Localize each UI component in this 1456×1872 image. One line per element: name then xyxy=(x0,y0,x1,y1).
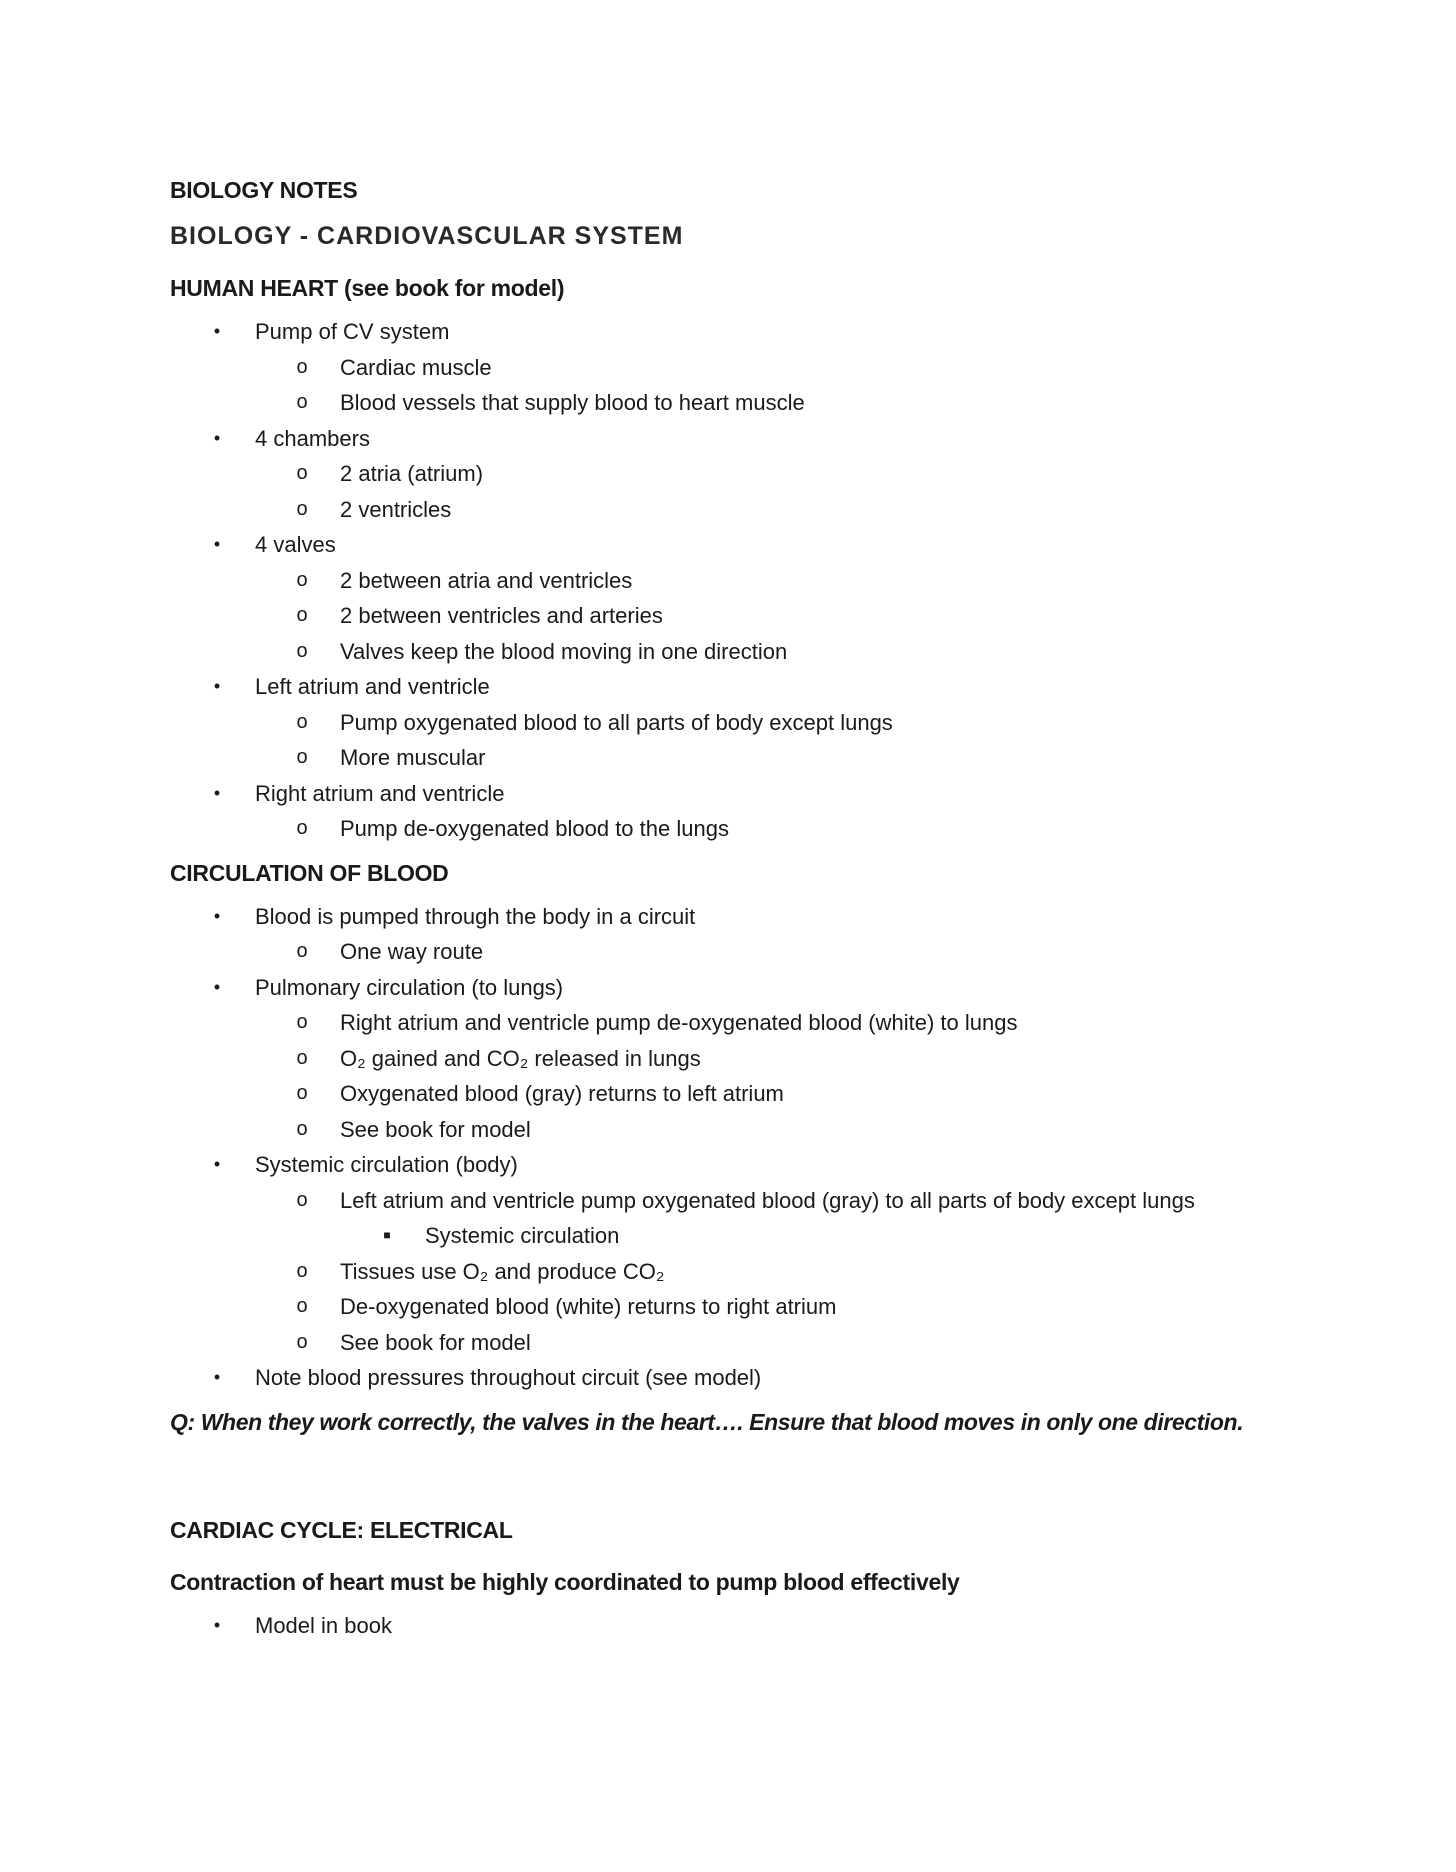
list-item-text: 4 valves xyxy=(255,532,336,557)
list-item-text: 2 ventricles xyxy=(340,496,452,522)
list-item-text: Pump oxygenated blood to all parts of body except lungs xyxy=(340,709,893,735)
list-item-text: Left atrium and ventricle xyxy=(255,674,490,699)
list-item xyxy=(170,598,1310,634)
list-item-text: Systemic circulation (body) xyxy=(255,1152,518,1177)
bullet-circle-icon: o xyxy=(296,604,308,626)
list-item-text: Tissues use O₂ and produce CO₂ xyxy=(340,1258,665,1284)
list-item xyxy=(170,634,1310,670)
list-item-text: Systemic circulation xyxy=(425,1223,620,1248)
list-item xyxy=(170,1147,1310,1183)
list-item-text: Oxygenated blood (gray) returns to left atrium xyxy=(340,1081,784,1106)
list-item-text: Pump of CV system xyxy=(255,319,450,344)
bullet-circle-icon: o xyxy=(296,1117,308,1140)
bullet-dot-icon: • xyxy=(213,976,221,997)
section-subheading-cardiac-cycle: Contraction of heart must be highly coordinated to pump blood effectively xyxy=(170,1568,960,1595)
bullet-circle-icon: o xyxy=(296,391,308,413)
bullet-circle-icon: o xyxy=(296,355,308,378)
bullet-dot-icon: • xyxy=(213,905,221,926)
list-item-text: One way route xyxy=(340,939,484,964)
list-item xyxy=(170,705,1310,741)
bullet-dot-icon: • xyxy=(213,321,221,341)
list-item xyxy=(170,385,1310,421)
list-item-text: Valves keep the blood moving in one direction xyxy=(340,638,788,664)
bullet-dot-icon: • xyxy=(213,1614,221,1635)
human-heart-list xyxy=(170,314,1310,847)
bullet-circle-icon: o xyxy=(296,746,308,768)
bullet-circle-icon: o xyxy=(296,1330,308,1353)
list-item-text: 2 between ventricles and arteries xyxy=(340,603,663,628)
bullet-circle-icon: o xyxy=(296,710,308,733)
bullet-dot-icon: • xyxy=(213,676,221,696)
list-item-text: Pump de-oxygenated blood to the lungs xyxy=(340,816,729,841)
document-subtitle: BIOLOGY - CARDIOVASCULAR SYSTEM xyxy=(170,222,684,250)
bullet-square-icon: ■ xyxy=(383,1228,391,1242)
bullet-dot-icon: • xyxy=(213,1367,221,1387)
list-item-text: More muscular xyxy=(340,745,486,770)
list-item xyxy=(170,350,1310,386)
bullet-circle-icon: o xyxy=(296,1259,308,1282)
section-heading-circulation: CIRCULATION OF BLOOD xyxy=(170,859,449,886)
bullet-circle-icon: o xyxy=(296,1011,308,1033)
document-page xyxy=(170,170,1310,1643)
list-item xyxy=(170,1325,1310,1361)
list-item-text: Pulmonary circulation (to lungs) xyxy=(255,974,564,1000)
section-heading-cardiac-cycle: CARDIAC CYCLE: ELECTRICAL xyxy=(170,1516,513,1543)
list-item-text: Left atrium and ventricle pump oxygenated blood (gray) to all parts of body except lungs xyxy=(340,1187,1195,1213)
list-item xyxy=(170,563,1310,599)
bullet-dot-icon: • xyxy=(213,782,221,803)
bullet-circle-icon: o xyxy=(296,1046,308,1069)
list-item xyxy=(170,1076,1310,1112)
list-item-text: Blood vessels that supply blood to heart muscle xyxy=(340,390,805,415)
list-item xyxy=(170,970,1310,1006)
list-item-text: De-oxygenated blood (white) returns to right atrium xyxy=(340,1294,837,1319)
list-item-text: Blood is pumped through the body in a circuit xyxy=(255,903,696,929)
list-item-text: Note blood pressures throughout circuit (see model) xyxy=(255,1365,762,1390)
list-item xyxy=(170,934,1310,970)
blank-space xyxy=(170,1448,1310,1504)
list-item xyxy=(170,456,1310,492)
list-item xyxy=(170,492,1310,528)
bullet-circle-icon: o xyxy=(296,462,308,484)
bullet-circle-icon: o xyxy=(296,817,308,839)
bullet-circle-icon: o xyxy=(296,940,308,962)
bullet-circle-icon: o xyxy=(296,639,308,662)
list-item-text: Right atrium and ventricle xyxy=(255,780,505,806)
list-item xyxy=(170,421,1310,457)
list-item xyxy=(170,899,1310,935)
list-item-text: Right atrium and ventricle pump de-oxygenated blood (white) to lungs xyxy=(340,1010,1018,1035)
list-item-text: 2 between atria and ventricles xyxy=(340,567,633,593)
list-item xyxy=(170,1360,1310,1396)
list-item-text: See book for model xyxy=(340,1116,531,1142)
list-item xyxy=(170,1218,1310,1254)
list-item-text: 4 chambers xyxy=(255,425,370,451)
bullet-circle-icon: o xyxy=(296,568,308,591)
cardiac-cycle-list xyxy=(170,1608,1310,1644)
list-item-text: 2 atria (atrium) xyxy=(340,461,484,486)
list-item xyxy=(170,1254,1310,1290)
list-item xyxy=(170,314,1310,350)
section-heading-human-heart: HUMAN HEART (see book for model) xyxy=(170,275,565,301)
bullet-circle-icon: o xyxy=(296,1188,308,1211)
circulation-list xyxy=(170,899,1310,1396)
list-item xyxy=(170,776,1310,812)
list-item-text: Cardiac muscle xyxy=(340,354,492,380)
list-item xyxy=(170,1183,1310,1219)
bullet-circle-icon: o xyxy=(296,1295,308,1317)
list-item xyxy=(170,669,1310,705)
bullet-circle-icon: o xyxy=(296,497,308,520)
list-item-text: See book for model xyxy=(340,1329,531,1355)
list-item xyxy=(170,1608,1310,1644)
bullet-dot-icon: • xyxy=(213,534,221,554)
list-item xyxy=(170,527,1310,563)
bullet-dot-icon: • xyxy=(213,427,221,448)
list-item-text: O₂ gained and CO₂ released in lungs xyxy=(340,1045,701,1071)
list-item-text: Model in book xyxy=(255,1612,392,1638)
list-item xyxy=(170,1112,1310,1148)
bullet-circle-icon: o xyxy=(296,1082,308,1104)
bullet-dot-icon: • xyxy=(213,1154,221,1174)
list-item xyxy=(170,811,1310,847)
list-item xyxy=(170,740,1310,776)
list-item xyxy=(170,1005,1310,1041)
list-item xyxy=(170,1041,1310,1077)
question-line: Q: When they work correctly, the valves in the heart…. Ensure that blood moves in only one direction. xyxy=(170,1408,1244,1435)
list-item xyxy=(170,1289,1310,1325)
document-title: BIOLOGY NOTES xyxy=(170,177,358,203)
